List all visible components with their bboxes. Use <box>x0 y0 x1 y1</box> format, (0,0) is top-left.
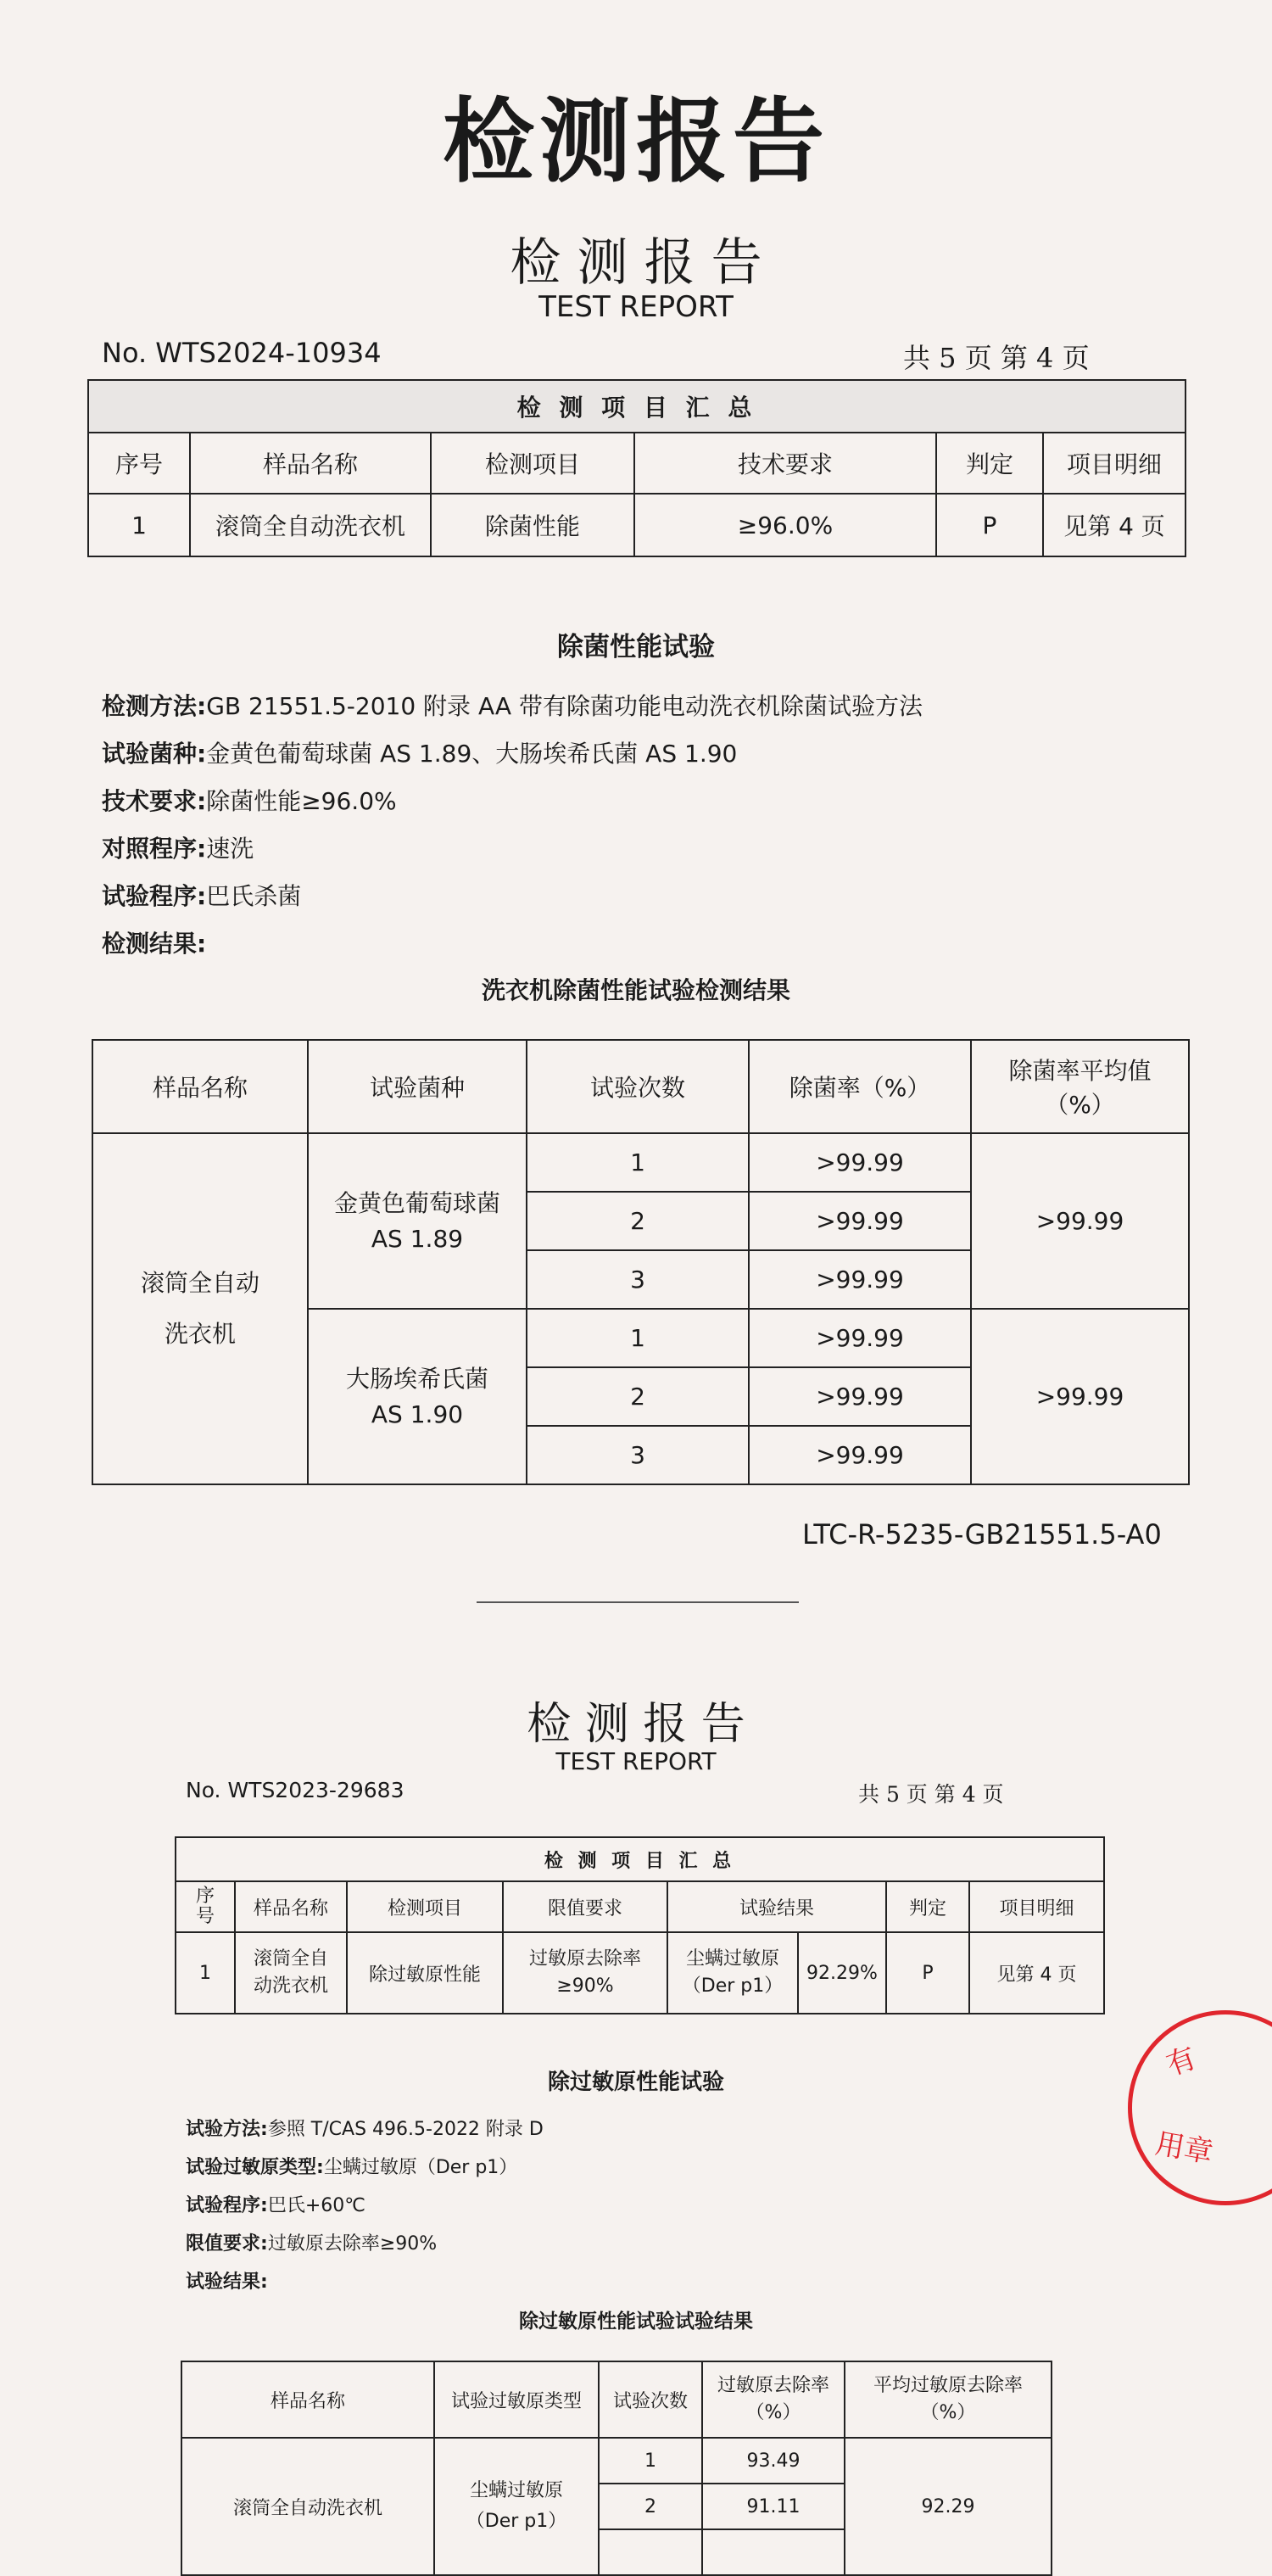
rate-header-line2: （%） <box>745 2402 801 2423</box>
summary-header-sample: 样品名称 <box>235 1881 347 1932</box>
summary-cell: 1 <box>176 1932 235 2014</box>
summary-caption: 检 测 项 目 汇 总 <box>88 380 1186 433</box>
divider <box>477 1601 799 1603</box>
field-label: 检测结果: <box>102 930 207 958</box>
report2-title: 检 测 报 告 <box>527 1699 745 1750</box>
field-row <box>186 2110 544 2149</box>
summary-cell: ≥96.0% <box>634 494 936 556</box>
result-header-sample: 样品名称 <box>181 2361 434 2438</box>
avg-header-line2: （%） <box>920 2402 976 2423</box>
result-header-avg-line1: 除菌率平均值 <box>1008 1057 1152 1085</box>
summary-header-result: 试验结果 <box>667 1881 886 1932</box>
field-value: 尘螨过敏原（Der p1） <box>323 2157 518 2178</box>
field-row <box>186 2225 544 2263</box>
limit-line2: ≥90% <box>556 1975 614 1997</box>
sample-line1: 滚筒全自 <box>253 1948 328 1970</box>
strain-code: AS 1.89 <box>371 1224 464 1253</box>
rate-header-line1: 过敏原去除率 <box>717 2375 829 2396</box>
avg-cell: >99.99 <box>971 1133 1189 1309</box>
field-value: 参照 T/CAS 496.5-2022 附录 D <box>267 2119 544 2140</box>
result-header-rate: 除菌率（%） <box>749 1040 971 1133</box>
table-row <box>176 1932 1104 2014</box>
strain-cell <box>308 1309 527 1484</box>
run-cell: 3 <box>527 1426 749 1484</box>
run-cell: 1 <box>599 2438 702 2484</box>
report2-subtitle: TEST REPORT <box>555 1747 717 1775</box>
avg-cell: 92.29 <box>845 2438 1052 2575</box>
summary-header-judge: 判定 <box>886 1881 969 1932</box>
table-row <box>181 2438 1052 2484</box>
field-value: GB 21551.5-2010 附录 AA 带有除菌功能电动洗衣机除菌试验方法 <box>206 692 923 720</box>
field-label: 试验结果: <box>186 2271 268 2293</box>
summary-header-no <box>176 1881 235 1932</box>
field-label: 限值要求: <box>186 2233 268 2255</box>
rate-cell: >99.99 <box>749 1367 971 1426</box>
field-row <box>102 920 923 968</box>
field-label: 试验程序: <box>102 882 207 910</box>
field-value: 速洗 <box>206 835 254 863</box>
result-header-runs: 试验次数 <box>599 2361 702 2438</box>
field-value: 金黄色葡萄球菌 AS 1.89、大肠埃希氏菌 AS 1.90 <box>206 740 738 768</box>
report1-result-table <box>92 1039 1190 1485</box>
run-cell <box>599 2529 702 2575</box>
strain-name: 金黄色葡萄球菌 <box>333 1188 500 1217</box>
header-no-line2: 号 <box>195 1906 215 1927</box>
avg-cell: >99.99 <box>971 1309 1189 1484</box>
summary-header-judge: 判定 <box>936 433 1043 494</box>
rate-cell: 91.11 <box>702 2484 845 2529</box>
field-label: 试验菌种: <box>102 740 207 768</box>
summary-header-sample: 样品名称 <box>190 433 431 494</box>
field-row <box>102 730 923 778</box>
summary-cell <box>503 1932 667 2014</box>
field-value: 过敏原去除率≥90% <box>267 2233 438 2255</box>
report2-section-title: 除过敏原性能试验 <box>547 2070 724 2095</box>
run-cell: 2 <box>527 1367 749 1426</box>
result-header-avg-line2: （%） <box>1045 1091 1115 1119</box>
seal-stamp-icon: 有 用章 <box>1128 2010 1272 2205</box>
report1-code: LTC-R-5235-GB21551.5-A0 <box>802 1518 1162 1551</box>
result-header-strain: 试验菌种 <box>308 1040 527 1133</box>
rate-cell: >99.99 <box>749 1192 971 1250</box>
field-row <box>102 825 923 873</box>
summary-header-detail: 项目明细 <box>969 1881 1104 1932</box>
report1-section-title: 除菌性能试验 <box>557 632 715 662</box>
field-row <box>102 873 923 920</box>
table-row <box>92 1133 1189 1192</box>
field-value: 除菌性能≥96.0% <box>206 787 397 815</box>
table-row <box>88 494 1186 556</box>
field-value: 巴氏杀菌 <box>206 882 302 910</box>
report1-number: No. WTS2024-10934 <box>102 337 382 369</box>
report1-fields <box>102 683 923 968</box>
summary-header-requirement: 技术要求 <box>634 433 936 494</box>
summary-header-no: 序号 <box>88 433 190 494</box>
field-row <box>186 2187 544 2225</box>
report2-number: No. WTS2023-29683 <box>186 1778 404 1802</box>
summary-header-limit: 限值要求 <box>503 1881 667 1932</box>
field-label: 对照程序: <box>102 835 207 863</box>
report1-title: 检 测 报 告 <box>510 233 762 293</box>
summary-cell: 除菌性能 <box>431 494 634 556</box>
report1-result-title: 洗衣机除菌性能试验检测结果 <box>481 976 790 1004</box>
sample-line2: 动洗衣机 <box>253 1975 328 1997</box>
rate-cell: 93.49 <box>702 2438 845 2484</box>
summary-caption: 检 测 项 目 汇 总 <box>176 1837 1104 1881</box>
run-cell: 3 <box>527 1250 749 1309</box>
report2-summary-table <box>175 1836 1105 2014</box>
rate-cell: >99.99 <box>749 1133 971 1192</box>
report2-result-table <box>181 2361 1052 2576</box>
field-label: 试验过敏原类型: <box>186 2157 324 2178</box>
allergen-cell <box>434 2438 599 2575</box>
summary-cell: 见第 4 页 <box>1043 494 1186 556</box>
allergen-line2: （Der p1） <box>466 2511 567 2532</box>
field-label: 试验程序: <box>186 2195 268 2216</box>
field-row <box>102 683 923 730</box>
strain-name: 大肠埃希氏菌 <box>345 1364 488 1393</box>
summary-header-item: 检测项目 <box>431 433 634 494</box>
run-cell: 2 <box>527 1192 749 1250</box>
report1-subtitle: TEST REPORT <box>538 290 734 324</box>
result-line2: （Der p1） <box>682 1975 784 1997</box>
summary-cell: 滚筒全自动洗衣机 <box>190 494 431 556</box>
strain-code: AS 1.90 <box>371 1400 464 1428</box>
report2-result-title: 除过敏原性能试验试验结果 <box>519 2311 753 2333</box>
report2-page-info: 共 5 页 第 4 页 <box>858 1782 1004 1807</box>
result-sample-cell: 滚筒全自动洗衣机 <box>181 2438 434 2575</box>
rate-cell: >99.99 <box>749 1309 971 1367</box>
result-header-avg <box>971 1040 1189 1133</box>
result-header-rate <box>702 2361 845 2438</box>
allergen-line1: 尘螨过敏原 <box>469 2480 563 2501</box>
run-cell: 1 <box>527 1133 749 1192</box>
result-header-allergen: 试验过敏原类型 <box>434 2361 599 2438</box>
banner-title: 检测报告 <box>442 89 829 195</box>
field-label: 检测方法: <box>102 692 207 720</box>
summary-cell: 除过敏原性能 <box>347 1932 503 2014</box>
limit-line1: 过敏原去除率 <box>528 1948 641 1970</box>
field-row <box>186 2263 544 2301</box>
field-label: 技术要求: <box>102 787 207 815</box>
report2-fields <box>186 2110 544 2301</box>
rate-cell: >99.99 <box>749 1426 971 1484</box>
run-cell: 2 <box>599 2484 702 2529</box>
summary-cell: 见第 4 页 <box>969 1932 1104 2014</box>
strain-cell <box>308 1133 527 1309</box>
rate-cell <box>702 2529 845 2575</box>
sample-line2: 洗衣机 <box>164 1320 236 1348</box>
summary-cell: P <box>936 494 1043 556</box>
report1-summary-table <box>87 379 1186 557</box>
summary-cell: 92.29% <box>798 1932 886 2014</box>
result-line1: 尘螨过敏原 <box>685 1948 779 1970</box>
rate-cell: >99.99 <box>749 1250 971 1309</box>
result-header-avg <box>845 2361 1052 2438</box>
result-sample-cell <box>92 1133 308 1484</box>
field-row <box>102 778 923 825</box>
report1-page-info: 共 5 页 第 4 页 <box>903 342 1090 374</box>
header-no-line1: 序 <box>195 1886 215 1907</box>
field-value: 巴氏+60℃ <box>267 2195 365 2216</box>
summary-header-item: 检测项目 <box>347 1881 503 1932</box>
summary-cell <box>667 1932 798 2014</box>
result-header-runs: 试验次数 <box>527 1040 749 1133</box>
result-header-sample: 样品名称 <box>92 1040 308 1133</box>
summary-cell <box>235 1932 347 2014</box>
sample-line1: 滚筒全自动 <box>140 1269 259 1297</box>
summary-header-detail: 项目明细 <box>1043 433 1186 494</box>
summary-cell: 1 <box>88 494 190 556</box>
field-row <box>186 2149 544 2187</box>
avg-header-line1: 平均过敏原去除率 <box>873 2375 1023 2396</box>
run-cell: 1 <box>527 1309 749 1367</box>
summary-cell: P <box>886 1932 969 2014</box>
field-label: 试验方法: <box>186 2119 268 2140</box>
